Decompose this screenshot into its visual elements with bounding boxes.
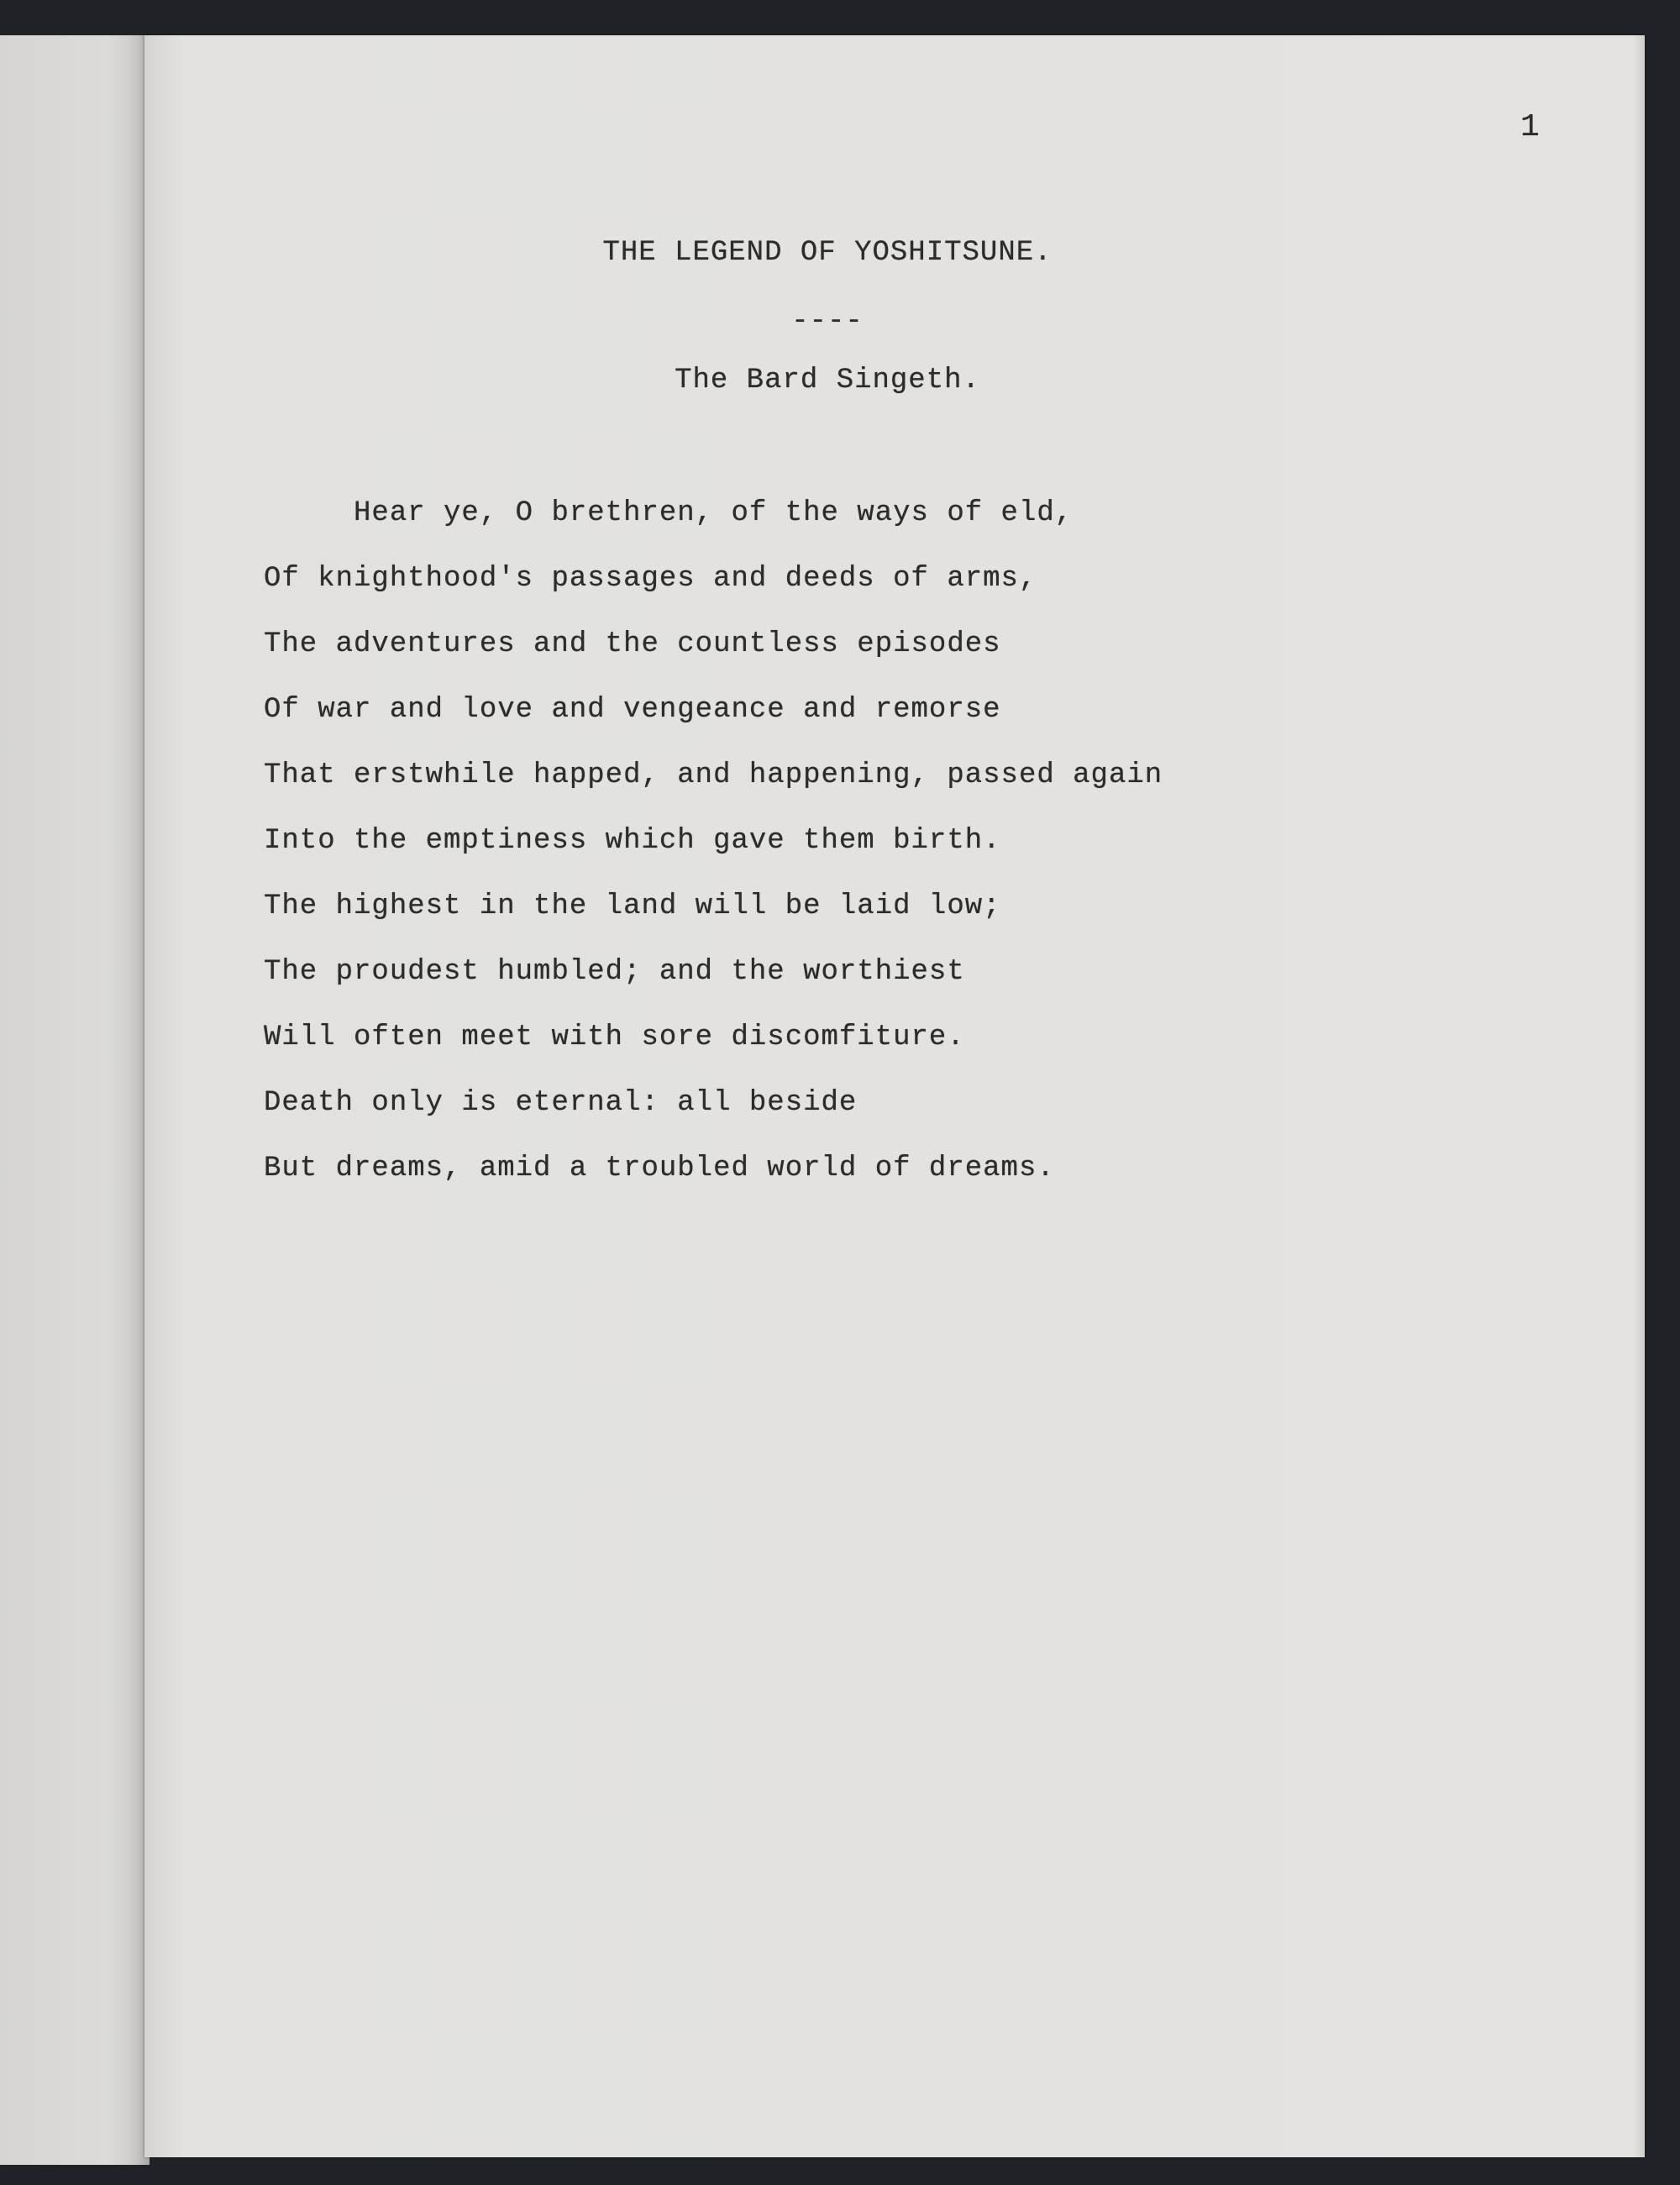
poem-line: Of knighthood's passages and deeds of arms, xyxy=(264,563,1037,595)
page-number: 1 xyxy=(1520,109,1541,145)
section-subtitle: The Bard Singeth. xyxy=(675,365,980,397)
poem-line: Of war and love and vengeance and remorse xyxy=(264,694,1001,726)
poem-line: That erstwhile happed, and happening, passed again xyxy=(264,759,1163,791)
title-divider: ---- xyxy=(791,306,864,338)
poem-line: Hear ye, O brethren, of the ways of eld, xyxy=(264,497,1074,529)
poem-line: The proudest humbled; and the worthiest xyxy=(264,956,965,988)
poem-line: Into the emptiness which gave them birth. xyxy=(264,825,1001,857)
page-edge xyxy=(1633,35,1645,2157)
poem-line: Death only is eternal: all beside xyxy=(264,1087,858,1119)
typescript-page xyxy=(144,35,1645,2157)
poem-text xyxy=(264,495,1163,1216)
poem-line: The adventures and the countless episodes xyxy=(264,628,1001,660)
poem-line: Will often meet with sore discomfiture. xyxy=(264,1022,965,1053)
poem-line: The highest in the land will be laid low; xyxy=(264,890,1001,922)
poem-line: But dreams, amid a troubled world of dreams. xyxy=(264,1153,1055,1184)
page-title: THE LEGEND OF YOSHITSUNE. xyxy=(602,237,1053,269)
